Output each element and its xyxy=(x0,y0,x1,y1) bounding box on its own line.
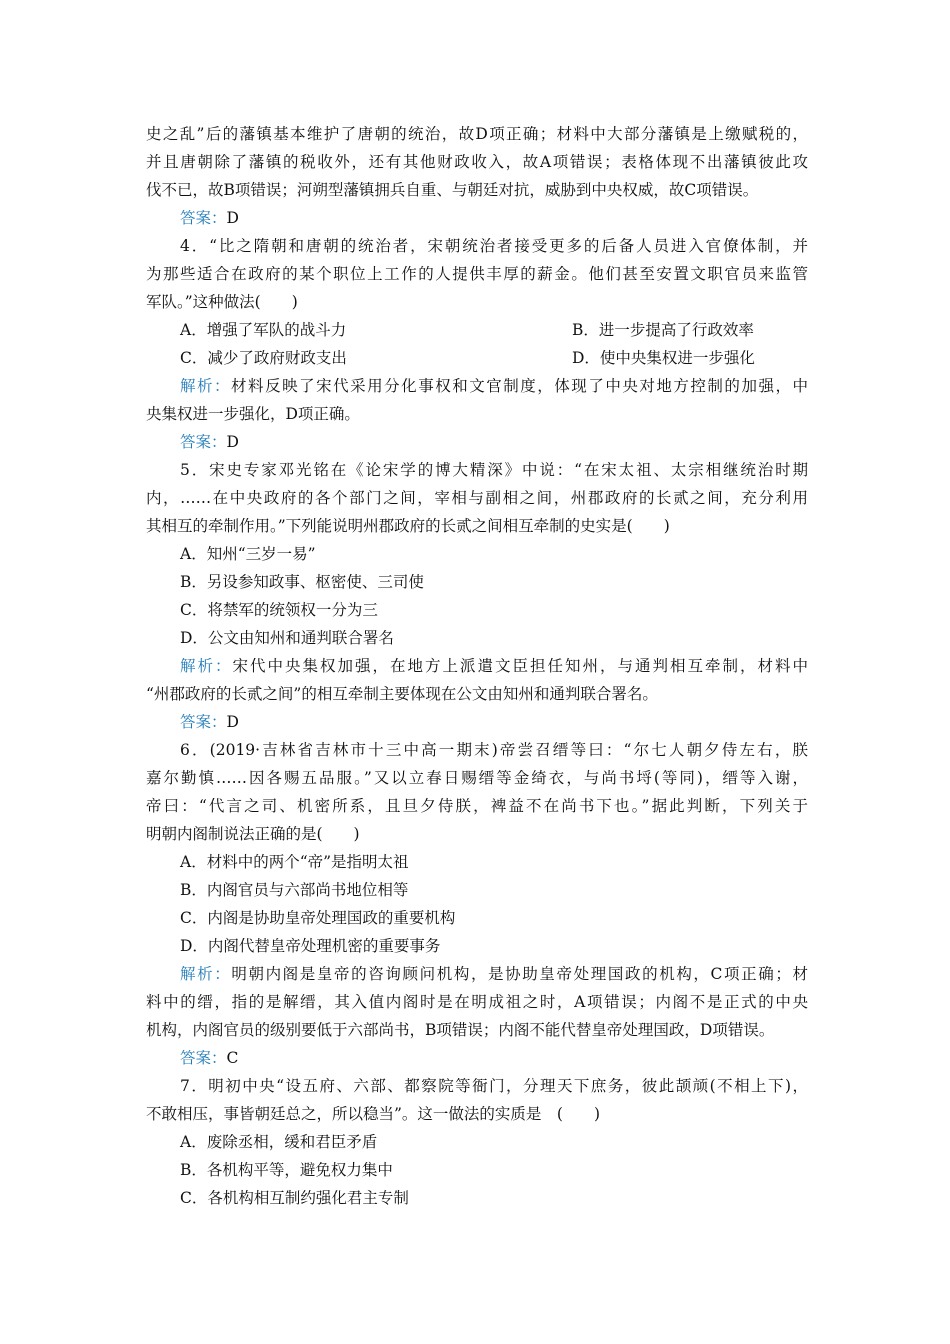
question-7-stem: 不敢相压，事皆朝廷总之，所以稳当”。这一做法的实质是 ( ) xyxy=(146,1105,601,1123)
question-4-analysis: 央集权进一步强化，D项正确。 xyxy=(146,405,360,423)
question-5-analysis xyxy=(180,655,808,677)
intro-line: 并且唐朝除了藩镇的税收外，还有其他财政收入，故A项错误；表格体现不出藩镇彼此攻 xyxy=(146,153,808,171)
option-b: B．内阁官员与六部尚书地位相等 xyxy=(180,881,409,899)
option-d: D．公文由知州和通判联合署名 xyxy=(180,629,394,647)
option-b: B．各机构平等，避免权力集中 xyxy=(180,1161,393,1179)
option-a: A．增强了军队的战斗力 xyxy=(180,321,347,339)
question-7-stem: 7．明初中央“设五府、六部、都察院等衙门，分理天下庶务，彼此颉颃(不相上下)， xyxy=(180,1077,808,1095)
question-6-stem: 6．(2019·吉林省吉林市十三中高一期末)帝尝召缙等曰：“尔七人朝夕侍左右，朕 xyxy=(180,741,808,759)
option-d: D．内阁代替皇帝处理机密的重要事务 xyxy=(180,937,441,955)
question-4-answer xyxy=(180,431,842,453)
question-6-analysis: 料中的缙，指的是解缙，其入值内阁时是在明成祖之时，A项错误；内阁不是正式的中央 xyxy=(146,993,808,1011)
option-b: B．进一步提高了行政效率 xyxy=(572,321,754,339)
question-4-stem: 为那些适合在政府的某个职位上工作的人提供丰厚的薪金。他们甚至安置文职官员来监管 xyxy=(146,265,808,283)
analysis-text: 材料反映了宋代采用分化事权和文官制度，体现了中央对地方控制的加强，中 xyxy=(231,377,808,395)
option-c: C．将禁军的统领权一分为三 xyxy=(180,601,378,619)
question-6-analysis: 机构，内阁官员的级别要低于六部尚书，B项错误；内阁不能代替皇帝处理国政，D项错误。 xyxy=(146,1021,775,1039)
intro-answer xyxy=(180,207,842,229)
option-c: C．各机构相互制约强化君主专制 xyxy=(180,1189,409,1207)
option-a: A．知州“三岁一易” xyxy=(180,545,316,563)
answer-label: 答案： xyxy=(180,209,227,227)
question-5-analysis: “州郡政府的长贰之间”的相互牵制主要体现在公文由知州和通判联合署名。 xyxy=(146,685,658,703)
option-c: C．内阁是协助皇帝处理国政的重要机构 xyxy=(180,909,456,927)
question-4-analysis xyxy=(180,375,808,397)
option-a: A．材料中的两个“帝”是指明太祖 xyxy=(180,853,409,871)
analysis-label: 解析： xyxy=(180,377,232,395)
answer-value: D xyxy=(226,209,239,227)
analysis-text: 明朝内阁是皇帝的咨询顾问机构，是协助皇帝处理国政的机构，C项正确；材 xyxy=(231,965,808,983)
question-5-answer xyxy=(180,711,842,733)
analysis-label: 解析： xyxy=(180,965,232,983)
question-5-stem: 5．宋史专家邓光铭在《论宋学的博大精深》中说：“在宋太祖、太宗相继统治时期 xyxy=(180,461,808,479)
answer-label: 答案： xyxy=(180,1049,227,1067)
analysis-label: 解析： xyxy=(180,657,233,675)
question-5-stem: 其相互的牵制作用。”下列能说明州郡政府的长贰之间相互牵制的史实是( ) xyxy=(146,517,670,535)
answer-label: 答案： xyxy=(180,433,227,451)
option-c: C．减少了政府财政支出 xyxy=(180,349,347,367)
option-d: D．使中央集权进一步强化 xyxy=(572,349,755,367)
question-6-stem: 帝曰：“代言之司、机密所系，且旦夕侍朕，裨益不在尚书下也。”据此判断，下列关于 xyxy=(146,797,808,815)
answer-label: 答案： xyxy=(180,713,227,731)
question-6-analysis xyxy=(180,963,808,985)
option-b: B．另设参知政事、枢密使、三司使 xyxy=(180,573,424,591)
question-6-stem: 嘉尔勤慎……因各赐五品服。”又以立春日赐缙等金绮衣，与尚书埒(等同)，缙等入谢， xyxy=(146,769,808,787)
answer-value: D xyxy=(226,433,239,451)
question-5-stem: 内，……在中央政府的各个部门之间，宰相与副相之间，州郡政府的长贰之间，充分利用 xyxy=(146,489,808,507)
option-a: A．废除丞相，缓和君臣矛盾 xyxy=(180,1133,378,1151)
answer-value: C xyxy=(226,1049,239,1067)
intro-line: 史之乱”后的藩镇基本维护了唐朝的统治，故D项正确；材料中大部分藩镇是上缴赋税的， xyxy=(146,125,808,143)
question-6-stem: 明朝内阁制说法正确的是( ) xyxy=(146,825,360,843)
question-4-stem: 军队。”这种做法( ) xyxy=(146,293,298,311)
question-6-answer xyxy=(180,1047,842,1069)
question-4-stem: 4．“比之隋朝和唐朝的统治者，宋朝统治者接受更多的后备人员进入官僚体制，并 xyxy=(180,237,808,255)
analysis-text: 宋代中央集权加强，在地方上派遣文臣担任知州，与通判相互牵制，材料中 xyxy=(232,657,808,675)
intro-line: 伐不已，故B项错误；河朔型藩镇拥兵自重、与朝廷对抗，威胁到中央权威，故C项错误。 xyxy=(146,181,759,199)
answer-value: D xyxy=(226,713,239,731)
